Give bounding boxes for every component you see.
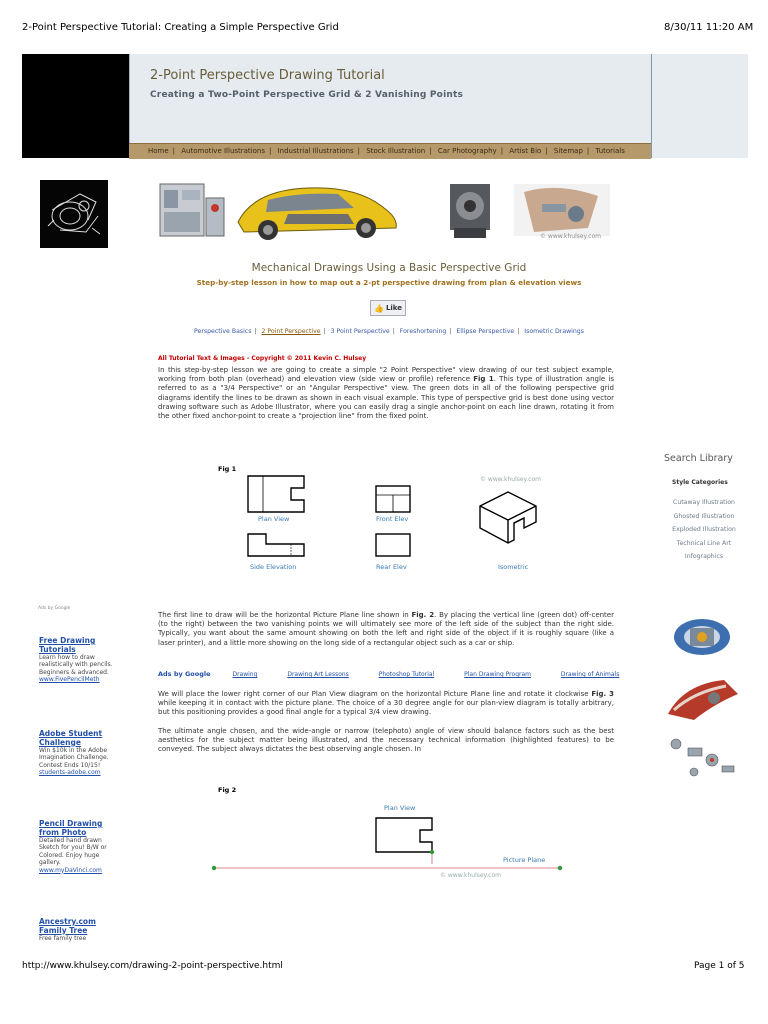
nav-car-photography[interactable]: Car Photography: [437, 147, 497, 155]
main-nav: Home | Automotive Illustrations | Industrial Illustrations | Stock Illustration | Car Photography | Artist Bio | Sitemap | Tutorials: [129, 143, 651, 159]
fig1-rear-elev-caption: Rear Elev: [376, 563, 407, 571]
search-library-title[interactable]: Search Library: [664, 453, 733, 464]
style-categories-title: Style Categories: [672, 479, 728, 486]
style-ghosted[interactable]: Ghosted Illustration: [673, 512, 735, 520]
nav-artist-bio[interactable]: Artist Bio: [509, 147, 542, 155]
angle-paragraph: The ultimate angle chosen, and the wide-angle or narrow (telephoto) angle of view should balance factors such as the best aesthetics for the subject matter being illustrated, and the necessary technical information (highlighted features) to be conveyed. The subject always dictates the best observing angle chosen. In: [158, 727, 614, 754]
para3-fig-ref: Fig. 3: [591, 690, 614, 698]
ads-row: [158, 670, 619, 678]
copyright-notice: All Tutorial Text & Images - Copyright © 2011 Kevin C. Hulsey: [158, 355, 367, 362]
fig1-side-elevation-caption: Side Elevation: [250, 563, 297, 571]
style-exploded[interactable]: Exploded Illustration: [672, 526, 736, 534]
intro-fig-ref: Fig 1: [473, 375, 494, 384]
tutorial-nav: Perspective Basics | 2 Point Perspective | 3 Point Perspective | Foreshortening | Ellipse Perspective | Isometric Drawings: [194, 328, 584, 335]
nav-home[interactable]: Home: [148, 147, 169, 155]
section-heading: Mechanical Drawings Using a Basic Perspective Grid: [251, 262, 527, 274]
style-infographics[interactable]: Infographics: [684, 553, 724, 561]
para3-text-a: We will place the lower right corner of our Plan View diagram on the horizontal Picture Plane line and rotate it clockwise: [158, 690, 592, 698]
ad-1-link[interactable]: www.FivePencilMeth: [39, 676, 100, 684]
fig1-diagram: [158, 460, 614, 580]
fig1-isometric-caption: Isometric: [498, 563, 529, 571]
ad-link-plan-drawing-program[interactable]: Plan Drawing Program: [464, 671, 531, 678]
machine-illustration: [160, 184, 224, 236]
section-subheading: Step-by-step lesson in how to map out a 2-pt perspective drawing from plan & elevation views: [196, 278, 582, 287]
ad-1-body: Learn how to draw realistically with pencils. Beginners & advanced.: [39, 654, 113, 676]
tutnav-3-point-perspective[interactable]: 3 Point Perspective: [330, 328, 390, 335]
fig1-front-elev-caption: Front Elev: [376, 515, 409, 523]
ad-link-drawing-of-animals[interactable]: Drawing of Animals: [560, 671, 620, 678]
para2-fig-ref: Fig. 2: [411, 611, 435, 619]
ad-4-body: Free family tree: [39, 935, 87, 942]
ghosted-thumbnail[interactable]: [664, 674, 742, 724]
para2-text-a: The first line to draw will be the horizontal Picture Plane line shown in: [158, 611, 412, 619]
tutnav-ellipse-perspective[interactable]: Ellipse Perspective: [456, 328, 515, 335]
ad-2-title[interactable]: Adobe Student Challenge: [39, 729, 103, 747]
ad-3-body: Detailed hand drawn Sketch for you! B/W or Colored. Enjoy huge gallery.: [39, 837, 107, 867]
nav-industrial-illustrations[interactable]: Industrial Illustrations: [277, 147, 354, 155]
intro-paragraph: [158, 366, 614, 421]
ad-1-title[interactable]: Free Drawing Tutorials: [39, 636, 96, 654]
ad-link-photoshop-tutorial[interactable]: Photoshop Tutorial: [378, 671, 435, 678]
ad-4-title[interactable]: Ancestry.com Family Tree: [39, 918, 96, 935]
car-cutaway-illustration: [238, 188, 396, 240]
left-ad-4[interactable]: [39, 918, 115, 944]
page-title: 2-Point Perspective Drawing Tutorial: [150, 68, 385, 83]
print-datetime: 8/30/11 11:20 AM: [664, 22, 754, 33]
tutnav-perspective-basics[interactable]: Perspective Basics: [194, 328, 252, 335]
fig2-label: Fig 2: [218, 786, 237, 794]
engine-illustration: [450, 184, 490, 238]
ads-by-google-label[interactable]: Ads by Google: [158, 670, 211, 678]
picture-plane-paragraph: [158, 611, 614, 648]
style-technical-line-art[interactable]: Technical Line Art: [676, 539, 732, 547]
thumbs-up-icon: 👍: [373, 303, 384, 313]
left-ads-label[interactable]: Ads by Google: [38, 606, 71, 611]
nav-stock-illustration[interactable]: Stock Illustration: [366, 147, 426, 155]
ad-link-drawing[interactable]: Drawing: [232, 671, 258, 678]
fig2-picture-plane-caption: Picture Plane: [503, 856, 546, 864]
plan-rotation-paragraph: [158, 690, 614, 718]
left-ad-3[interactable]: [39, 820, 115, 874]
fig1-label: Fig 1: [218, 465, 237, 473]
exploded-thumbnail[interactable]: [664, 734, 742, 784]
tutnav-isometric-drawings[interactable]: Isometric Drawings: [524, 328, 584, 335]
intro-text-b: . This type of illustration angle is referred to as a "3/4 Perspective" or an "Angular Perspective" view. The green dots in all of the following perspective grid diagrams identify the lines to be drawn as shown in each visual example. This type of perspective grid is best done using vector drawing software such as Adobe Illustrator, where you can easily drag a single anchor-point on each line drawn, rotating it from the other fixed anchor-point to create a "projection line" from the fixed point.: [158, 375, 615, 421]
ad-3-title[interactable]: Pencil Drawing from Photo: [39, 819, 103, 837]
fig2-plan-view-caption: Plan View: [384, 804, 416, 812]
nav-sitemap[interactable]: Sitemap: [553, 147, 583, 155]
tutnav-2-point-perspective[interactable]: 2 Point Perspective: [261, 328, 321, 335]
fig2-watermark: © www.khulsey.com: [440, 872, 501, 879]
cutaway-thumbnail[interactable]: [664, 612, 742, 662]
ad-link-drawing-art-lessons[interactable]: Drawing Art Lessons: [287, 671, 349, 678]
header-right-panel: [651, 54, 748, 158]
left-ad-2[interactable]: [39, 730, 115, 776]
hero-watermark: © www.khulsey.com: [540, 233, 601, 240]
nav-automotive-illustrations[interactable]: Automotive Illustrations: [181, 147, 265, 155]
para3-text-b: while keeping it in contact with the picture plane. The choice of a 30 degree angle for our plan-view diagram is totally arbitrary, but this positioning provides a good final angle for a typical 3/4 view drawing.: [158, 699, 614, 717]
style-cutaway[interactable]: Cutaway Illustration: [673, 499, 735, 506]
style-categories-list: [660, 496, 748, 564]
fig1-watermark: © www.khulsey.com: [480, 476, 541, 483]
like-label: Like: [385, 304, 403, 312]
engine-thumbnail[interactable]: [40, 180, 108, 248]
fig2-diagram: [158, 780, 614, 880]
print-page-title: 2-Point Perspective Tutorial: Creating a Simple Perspective Grid: [22, 22, 339, 33]
page-subtitle: Creating a Two-Point Perspective Grid & 2 Vanishing Points: [150, 90, 464, 100]
print-page-number: Page 1 of 5: [694, 961, 745, 971]
intro-text-a: In this step-by-step lesson we are going to create a simple "2 Point Perspective" view drawing of our test subject example, working from both plan (overhead) and elevation view (side view or profile) reference: [158, 366, 614, 384]
nav-tutorials[interactable]: Tutorials: [595, 147, 625, 155]
tutnav-foreshortening[interactable]: Foreshortening: [399, 328, 447, 335]
outboard-motor-illustration: [514, 184, 610, 236]
ad-3-link[interactable]: www.myDaVinci.com: [39, 866, 102, 874]
ad-2-body: Win $10k in the Adobe Imagination Challenge. Contest Ends 10/15!: [39, 747, 109, 769]
hero-image-strip: [158, 178, 614, 242]
header-black-panel: [22, 54, 129, 158]
ad-2-link[interactable]: students-adobe.com: [39, 769, 101, 777]
para2-text-b: . By placing the vertical line (green dot) off-center (to the right) between the two vanishing points we will ultimately see more of the left side of the subject than the right side. Typically, you want about the same amount showing on both the left and right side of the object if it is roughly square (like a laser printer), and a little more showing on the long side of a rectangular object such as a car or ship.: [158, 611, 614, 647]
print-url: http://www.khulsey.com/drawing-2-point-perspective.html: [22, 961, 283, 971]
fig1-plan-view-caption: Plan View: [258, 515, 290, 523]
left-ad-1[interactable]: [39, 637, 115, 683]
like-button[interactable]: [370, 300, 406, 316]
